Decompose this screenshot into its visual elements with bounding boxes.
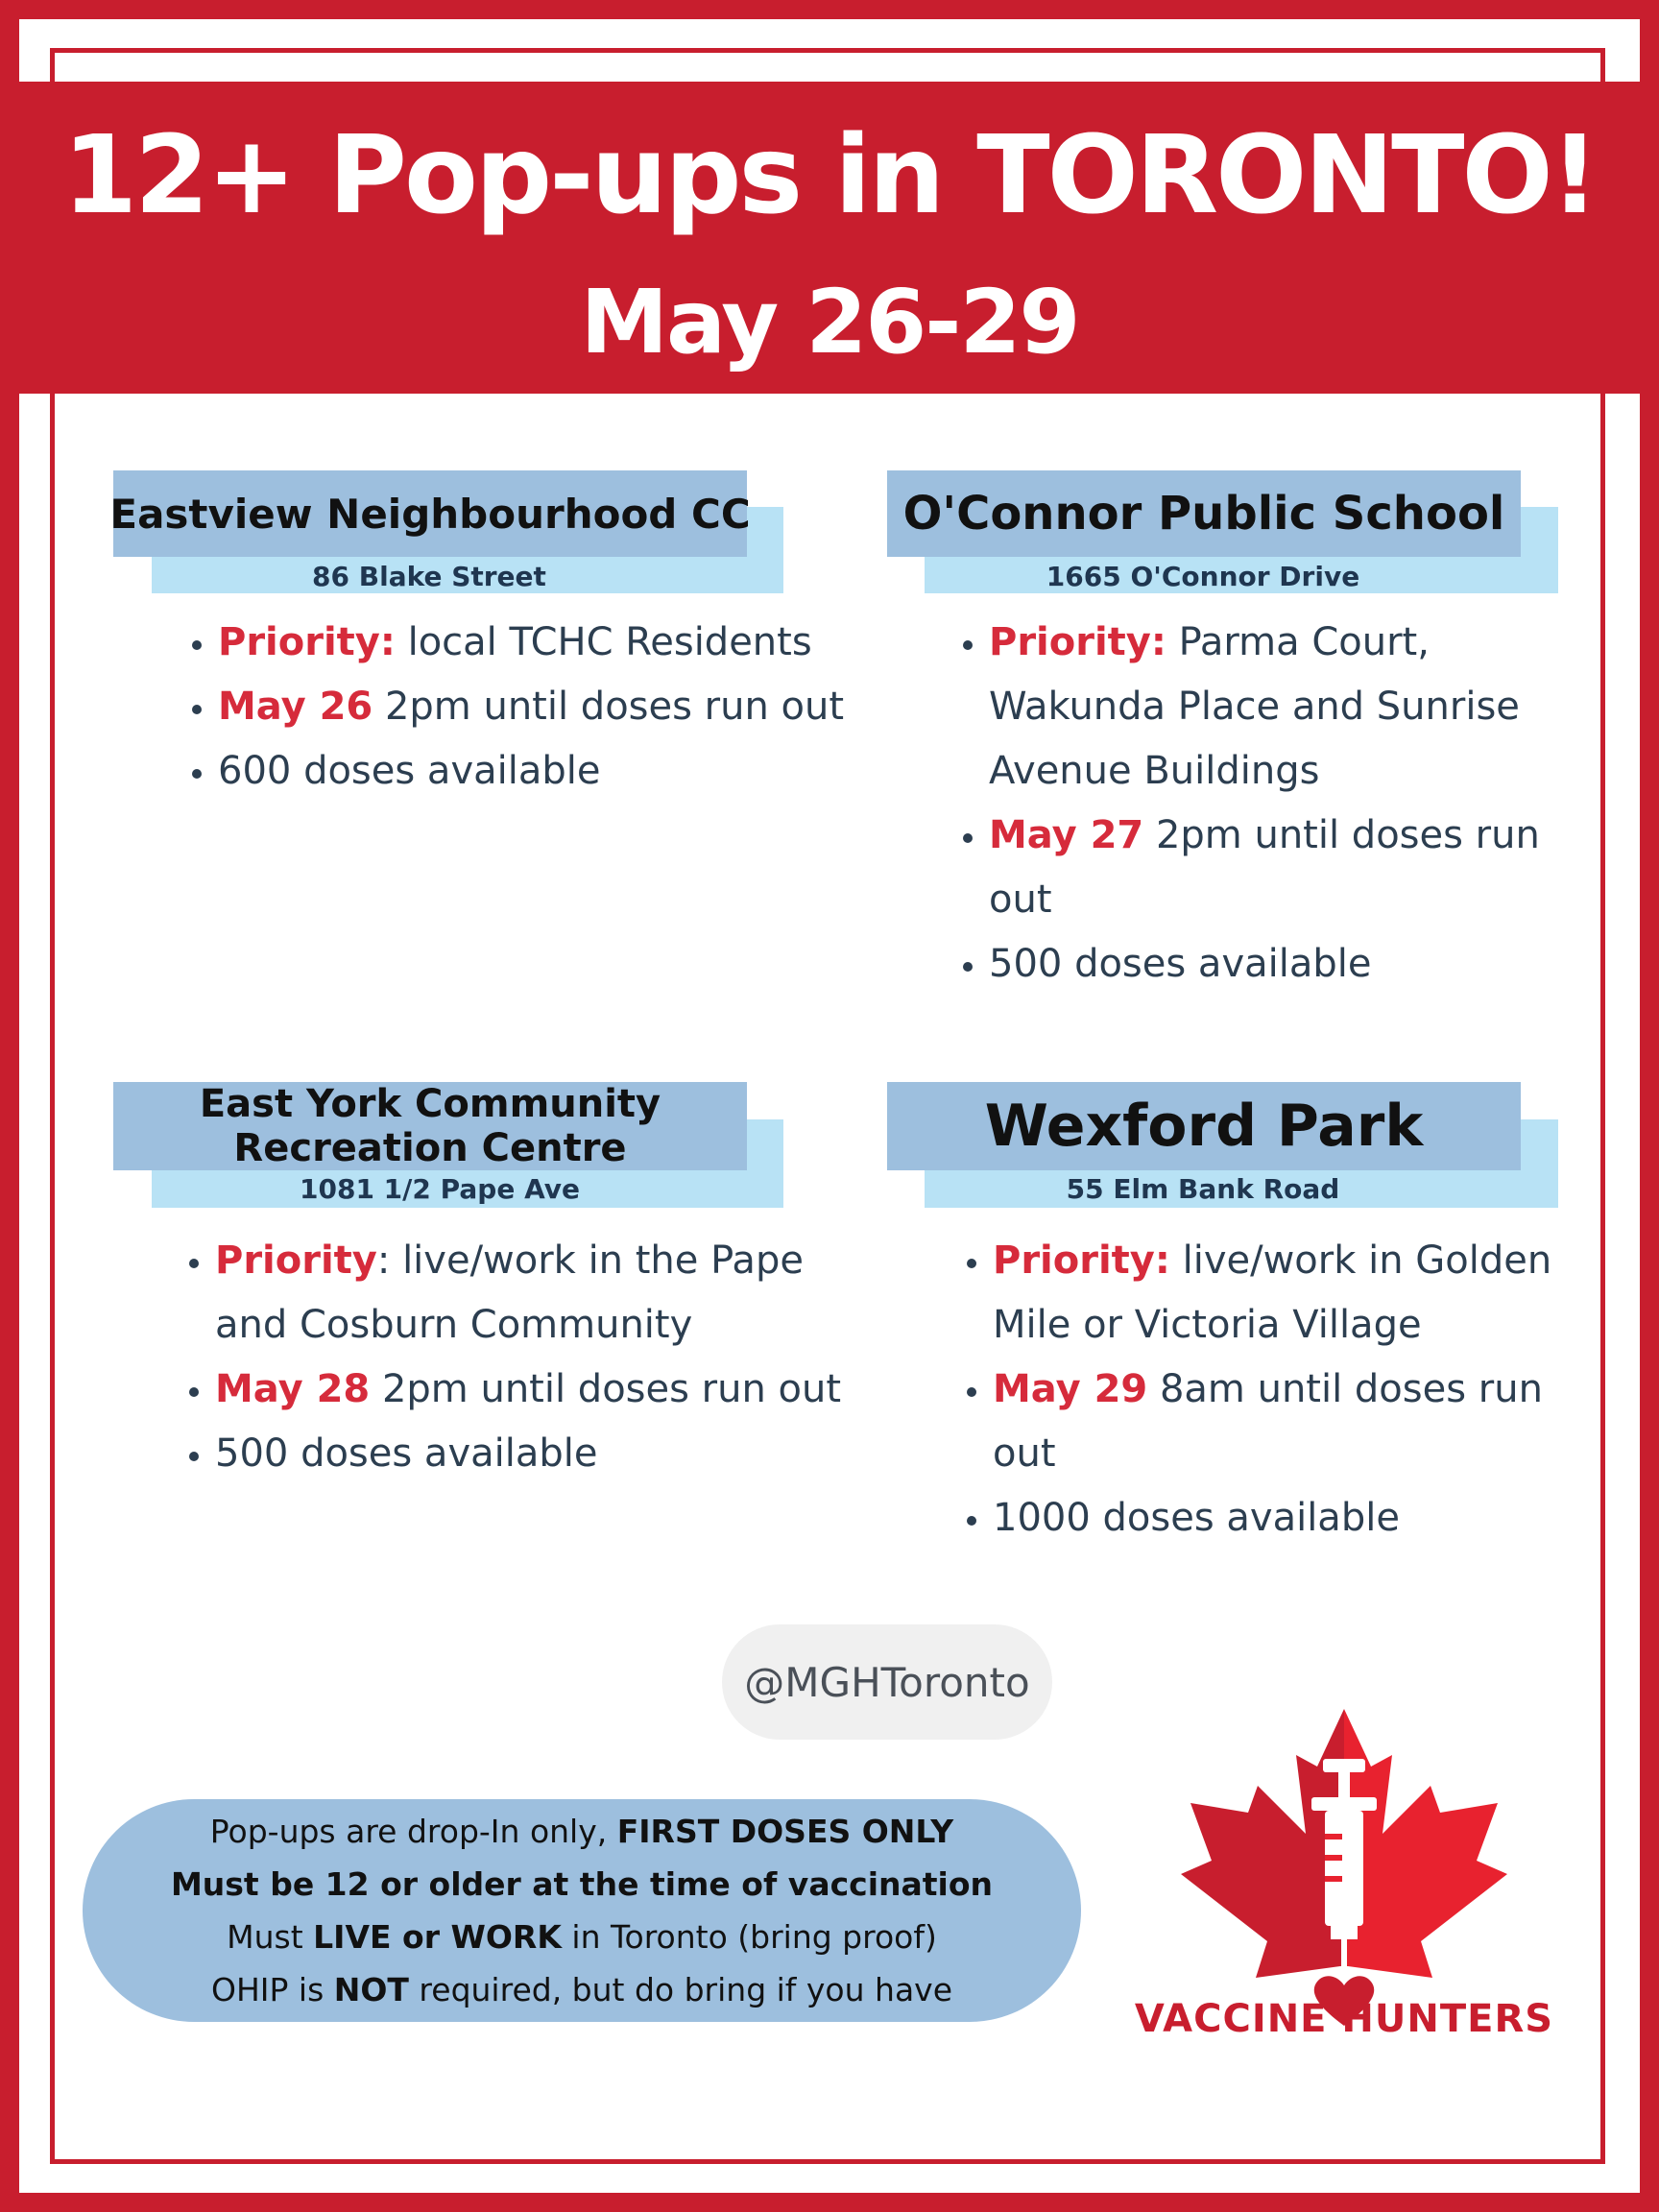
logo-text: VACCINE HUNTERS [1134, 1997, 1554, 2041]
date-item [993, 1358, 1617, 1486]
priority-label: Priority: [218, 620, 396, 664]
priority-label: Priority: [993, 1238, 1170, 1283]
date-label: May 27 [989, 813, 1144, 857]
location-address: 86 Blake Street [312, 561, 546, 592]
location-name-text: Wexford Park [984, 1093, 1424, 1160]
poster-dates: May 26-29 [580, 271, 1079, 373]
location-details [176, 611, 890, 804]
priority-item [218, 611, 890, 675]
priority-label: Priority: [989, 620, 1166, 664]
requirements-box [83, 1799, 1081, 2022]
time-text: 8am until doses run out [993, 1367, 1543, 1476]
priority-text: : live/work in the Pape and Cosburn Community [215, 1238, 804, 1347]
priority-text: Parma Court, Wakunda Place and Sunrise Avenue Buildings [989, 620, 1520, 793]
maple-leaf-right-half [1344, 1709, 1507, 1978]
date-item [215, 1358, 887, 1422]
priority-item [993, 1229, 1617, 1358]
req-text: OHIP is [210, 1971, 334, 2008]
req-text: required, but do bring if you have [408, 1971, 952, 2008]
priority-text: local TCHC Residents [395, 620, 812, 664]
location-details [950, 1229, 1617, 1551]
location-name-line2: Recreation Centre [233, 1126, 627, 1170]
location-address: 55 Elm Bank Road [1066, 1173, 1340, 1205]
location-name [887, 1082, 1521, 1170]
maple-leaf-syringe-heart-icon [1152, 1699, 1536, 2045]
doses-item: • 600 doses available [218, 739, 890, 804]
time-text: 2pm until doses run out [989, 813, 1540, 922]
location-name [113, 1082, 747, 1170]
priority-label: Priority [215, 1238, 377, 1283]
req-emphasis: Must be 12 or older at the time of vaccination [170, 1865, 994, 1903]
priority-item [215, 1229, 887, 1358]
maple-leaf-left-half [1181, 1709, 1344, 1978]
social-handle[interactable] [722, 1624, 1052, 1740]
date-label: May 29 [993, 1367, 1148, 1411]
date-label: May 26 [218, 685, 373, 729]
requirement-line-4 [211, 1963, 952, 2016]
req-text: Pop-ups are drop-In only, [209, 1813, 617, 1850]
location-name-line1: East York Community [199, 1082, 661, 1126]
date-label: May 28 [215, 1367, 371, 1411]
requirement-line-2 [171, 1858, 993, 1911]
req-text: Must [227, 1918, 314, 1956]
location-details [947, 611, 1603, 997]
location-name-text: O'Connor Public School [902, 487, 1505, 541]
location-name [109, 470, 751, 557]
doses-item: • 500 doses available [989, 932, 1603, 997]
date-item [989, 804, 1603, 932]
time-text: 2pm until doses run out [373, 685, 845, 729]
date-item [218, 675, 890, 739]
social-handle-text: @MGHToronto [744, 1658, 1030, 1706]
location-address: 1665 O'Connor Drive [1046, 561, 1360, 592]
poster-title: 12+ Pop-ups in TORONTO! [62, 113, 1597, 238]
doses-item: • 500 doses available [215, 1422, 887, 1486]
location-details [173, 1229, 887, 1486]
doses-item: • 1000 doses available [993, 1486, 1617, 1551]
location-name [887, 470, 1521, 557]
location-address: 1081 1/2 Pape Ave [300, 1173, 580, 1205]
priority-item [989, 611, 1603, 804]
req-emphasis: FIRST DOSES ONLY [616, 1813, 954, 1850]
requirement-line-3 [227, 1911, 937, 1963]
requirement-line-1 [210, 1805, 953, 1858]
location-name-text: Eastview Neighbourhood CC [109, 490, 751, 538]
priority-text: live/work in Golden Mile or Victoria Village [993, 1238, 1552, 1347]
req-emphasis: NOT [333, 1971, 409, 2008]
req-emphasis: LIVE or WORK [313, 1918, 562, 1956]
time-text: 2pm until doses run out [370, 1367, 842, 1411]
req-text: in Toronto (bring proof) [561, 1918, 937, 1956]
